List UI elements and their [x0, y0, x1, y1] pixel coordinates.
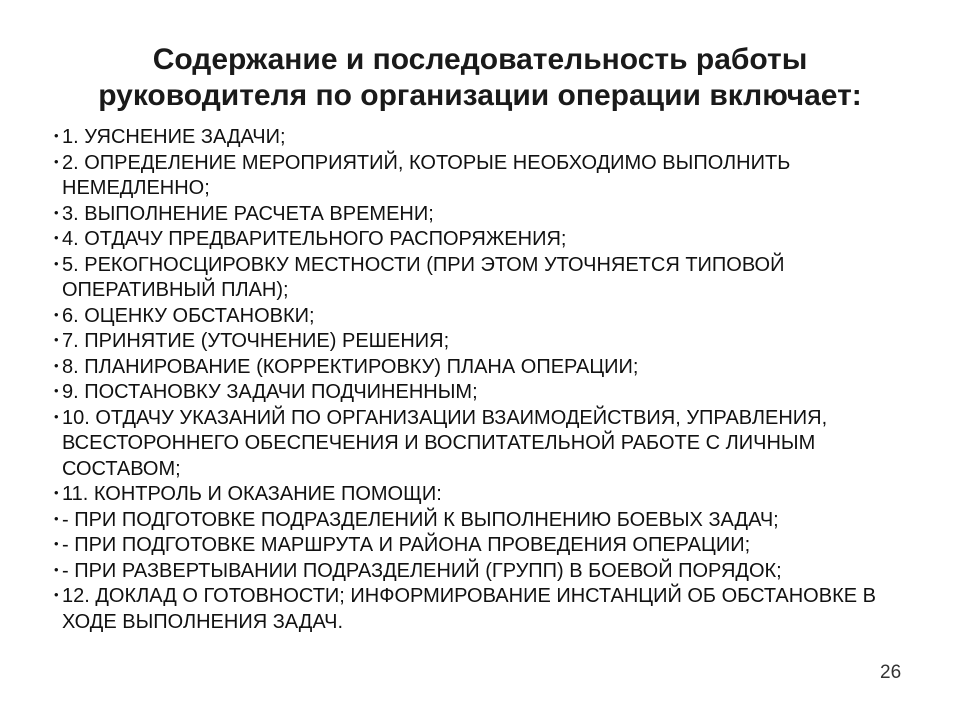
bullet-item: • 8. ПЛАНИРОВАНИЕ (КОРРЕКТИРОВКУ) ПЛАНА ОПЕРАЦИИ;: [56, 355, 906, 381]
bullet-item: • 7. ПРИНЯТИЕ (УТОЧНЕНИЕ) РЕШЕНИЯ;: [56, 329, 906, 355]
slide-title-line-1: Содержание и последовательность работы: [152, 43, 808, 76]
bullet-item: • 5. РЕКОГНОСЦИРОВКУ МЕСТНОСТИ (ПРИ ЭТОМ УТОЧНЯЕТСЯ ТИПОВОЙ ОПЕРАТИВНЫЙ ПЛАН);: [56, 253, 906, 304]
bullet-item: • 11. КОНТРОЛЬ И ОКАЗАНИЕ ПОМОЩИ:: [56, 482, 906, 508]
bullet-item: • 6. ОЦЕНКУ ОБСТАНОВКИ;: [56, 304, 906, 330]
bullet-item: • 12. ДОКЛАД О ГОТОВНОСТИ; ИНФОРМИРОВАНИЕ ИНСТАНЦИЙ ОБ ОБСТАНОВКЕ В ХОДЕ ВЫПОЛНЕНИЯ ЗАДАЧ.: [56, 584, 906, 635]
bullet-item: • 4. ОТДАЧУ ПРЕДВАРИТЕЛЬНОГО РАСПОРЯЖЕНИЯ;: [56, 227, 906, 253]
slide-title-line-2: руководителя по организации операции включает:: [98, 79, 862, 112]
bullet-item: • 3. ВЫПОЛНЕНИЕ РАСЧЕТА ВРЕМЕНИ;: [56, 202, 906, 228]
bullet-item: • - ПРИ ПОДГОТОВКЕ ПОДРАЗДЕЛЕНИЙ К ВЫПОЛНЕНИЮ БОЕВЫХ ЗАДАЧ;: [56, 508, 906, 534]
bullet-item: • 1. УЯСНЕНИЕ ЗАДАЧИ;: [56, 125, 906, 151]
slide-title: [40, 42, 920, 114]
bullet-list: [56, 125, 906, 635]
bullet-item: • 9. ПОСТАНОВКУ ЗАДАЧИ ПОДЧИНЕННЫМ;: [56, 380, 906, 406]
page-number: 26: [880, 662, 902, 683]
bullet-item: • - ПРИ РАЗВЕРТЫВАНИИ ПОДРАЗДЕЛЕНИЙ (ГРУПП) В БОЕВОЙ ПОРЯДОК;: [56, 559, 906, 585]
bullet-item: • 2. ОПРЕДЕЛЕНИЕ МЕРОПРИЯТИЙ, КОТОРЫЕ НЕОБХОДИМО ВЫПОЛНИТЬ НЕМЕДЛЕННО;: [56, 151, 906, 202]
bullet-item: • - ПРИ ПОДГОТОВКЕ МАРШРУТА И РАЙОНА ПРОВЕДЕНИЯ ОПЕРАЦИИ;: [56, 533, 906, 559]
bullet-item: • 10. ОТДАЧУ УКАЗАНИЙ ПО ОРГАНИЗАЦИИ ВЗАИМОДЕЙСТВИЯ, УПРАВЛЕНИЯ, ВСЕСТОРОННЕГО ОБЕСПЕЧЕНИЯ И ВОСПИТАТЕЛЬНОЙ РАБОТЕ С ЛИЧНЫМ СОСТАВОМ;: [56, 406, 906, 483]
